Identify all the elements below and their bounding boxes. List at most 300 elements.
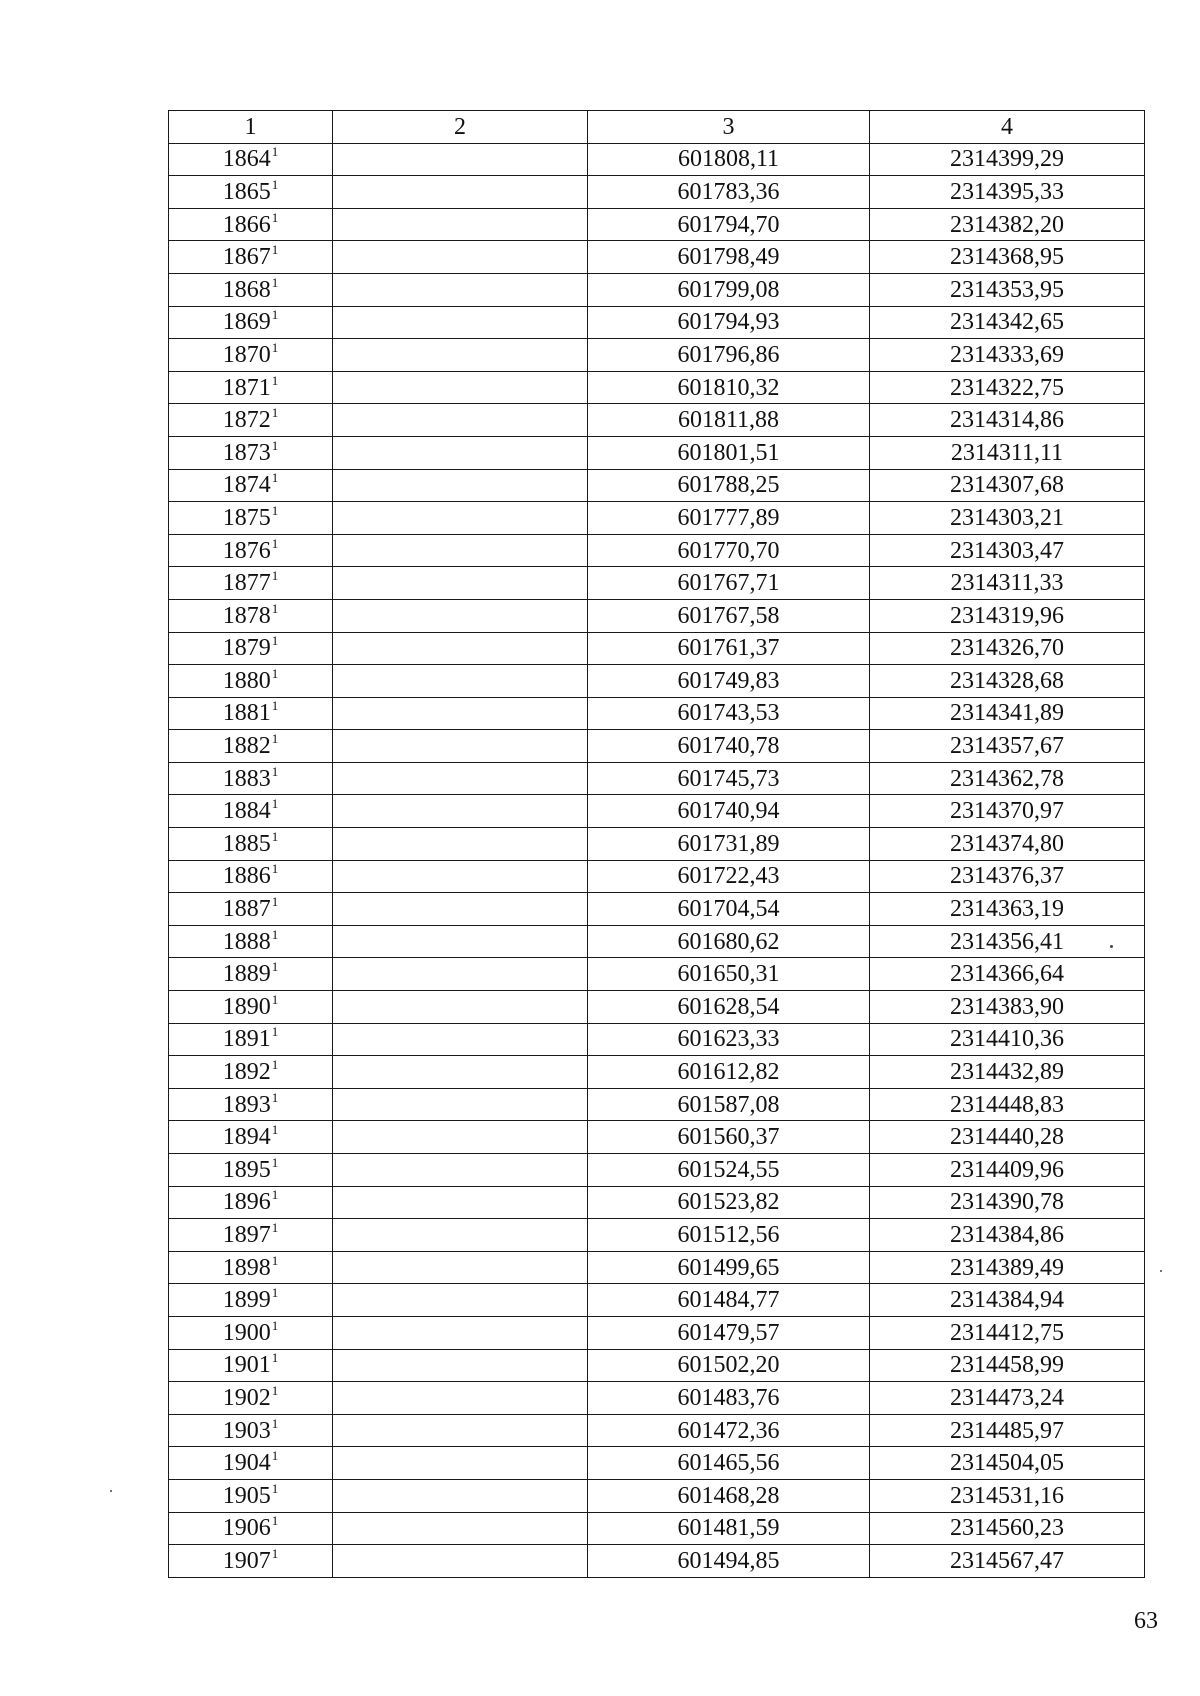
point-number: 1880 xyxy=(222,667,271,694)
y-coordinate-cell: 2314374,80 xyxy=(870,828,1145,861)
point-number: 1901 xyxy=(222,1352,271,1379)
table-row xyxy=(169,306,1145,339)
y-coordinate-cell: 2314458,99 xyxy=(870,1349,1145,1382)
point-superscript: 1 xyxy=(271,926,279,942)
name-cell xyxy=(333,958,588,991)
point-superscript: 1 xyxy=(271,796,279,812)
table-row xyxy=(169,469,1145,502)
point-number-cell xyxy=(169,469,333,502)
point-superscript: 1 xyxy=(271,1382,279,1398)
point-number: 1874 xyxy=(222,472,271,499)
x-coordinate-cell: 601810,32 xyxy=(588,371,870,404)
point-number-cell xyxy=(169,1316,333,1349)
point-number-cell xyxy=(169,502,333,535)
name-cell xyxy=(333,273,588,306)
table-row xyxy=(169,273,1145,306)
point-number: 1873 xyxy=(222,439,271,466)
y-coordinate-cell: 2314395,33 xyxy=(870,176,1145,209)
name-cell xyxy=(333,1088,588,1121)
point-number-cell xyxy=(169,208,333,241)
y-coordinate-cell: 2314311,11 xyxy=(870,436,1145,469)
header-col-2: 2 xyxy=(333,111,588,144)
y-coordinate-cell: 2314560,23 xyxy=(870,1512,1145,1545)
name-cell xyxy=(333,1479,588,1512)
name-cell xyxy=(333,925,588,958)
table-row xyxy=(169,1349,1145,1382)
header-col-4: 4 xyxy=(870,111,1145,144)
name-cell xyxy=(333,1284,588,1317)
name-cell xyxy=(333,371,588,404)
table-row xyxy=(169,371,1145,404)
point-superscript: 1 xyxy=(271,894,279,910)
y-coordinate-cell: 2314307,68 xyxy=(870,469,1145,502)
point-number-cell xyxy=(169,795,333,828)
x-coordinate-cell: 601465,56 xyxy=(588,1447,870,1480)
name-cell xyxy=(333,176,588,209)
name-cell xyxy=(333,1545,588,1578)
point-number-cell xyxy=(169,665,333,698)
table-row xyxy=(169,1186,1145,1219)
name-cell xyxy=(333,1056,588,1089)
table-row xyxy=(169,1382,1145,1415)
point-superscript: 1 xyxy=(271,1187,279,1203)
y-coordinate-cell: 2314356,41 xyxy=(870,925,1145,958)
point-number-cell xyxy=(169,1023,333,1056)
point-number: 1903 xyxy=(222,1417,271,1444)
point-number-cell xyxy=(169,1056,333,1089)
x-coordinate-cell: 601722,43 xyxy=(588,860,870,893)
point-superscript: 1 xyxy=(271,1122,279,1138)
y-coordinate-cell: 2314368,95 xyxy=(870,241,1145,274)
table-row xyxy=(169,176,1145,209)
point-superscript: 1 xyxy=(271,535,279,551)
point-superscript: 1 xyxy=(271,698,279,714)
x-coordinate-cell: 601799,08 xyxy=(588,273,870,306)
x-coordinate-cell: 601494,85 xyxy=(588,1545,870,1578)
name-cell xyxy=(333,436,588,469)
table-header-row xyxy=(169,111,1145,144)
point-number-cell xyxy=(169,1479,333,1512)
point-number: 1904 xyxy=(222,1450,271,1477)
table-row xyxy=(169,991,1145,1024)
point-number-cell xyxy=(169,567,333,600)
y-coordinate-cell: 2314440,28 xyxy=(870,1121,1145,1154)
point-number: 1902 xyxy=(222,1384,271,1411)
x-coordinate-cell: 601587,08 xyxy=(588,1088,870,1121)
point-number-cell xyxy=(169,762,333,795)
x-coordinate-cell: 601740,94 xyxy=(588,795,870,828)
y-coordinate-cell: 2314399,29 xyxy=(870,143,1145,176)
x-coordinate-cell: 601524,55 xyxy=(588,1154,870,1187)
x-coordinate-cell: 601502,20 xyxy=(588,1349,870,1382)
point-number-cell xyxy=(169,1219,333,1252)
point-number-cell xyxy=(169,697,333,730)
y-coordinate-cell: 2314384,94 xyxy=(870,1284,1145,1317)
x-coordinate-cell: 601623,33 xyxy=(588,1023,870,1056)
point-superscript: 1 xyxy=(271,307,279,323)
point-number: 1870 xyxy=(222,341,271,368)
point-number-cell xyxy=(169,371,333,404)
name-cell xyxy=(333,991,588,1024)
table-row xyxy=(169,925,1145,958)
point-number-cell xyxy=(169,893,333,926)
y-coordinate-cell: 2314531,16 xyxy=(870,1479,1145,1512)
point-superscript: 1 xyxy=(271,470,279,486)
name-cell xyxy=(333,1023,588,1056)
point-superscript: 1 xyxy=(271,274,279,290)
point-number-cell xyxy=(169,599,333,632)
name-cell xyxy=(333,632,588,665)
name-cell xyxy=(333,1447,588,1480)
point-number: 1884 xyxy=(222,798,271,825)
x-coordinate-cell: 601472,36 xyxy=(588,1414,870,1447)
table-row xyxy=(169,567,1145,600)
point-number: 1868 xyxy=(222,276,271,303)
table-row xyxy=(169,1154,1145,1187)
point-number-cell xyxy=(169,860,333,893)
name-cell xyxy=(333,665,588,698)
y-coordinate-cell: 2314303,47 xyxy=(870,534,1145,567)
point-number-cell xyxy=(169,1121,333,1154)
table-row xyxy=(169,1545,1145,1578)
point-number: 1872 xyxy=(222,407,271,434)
name-cell xyxy=(333,828,588,861)
y-coordinate-cell: 2314383,90 xyxy=(870,991,1145,1024)
x-coordinate-cell: 601743,53 xyxy=(588,697,870,730)
name-cell xyxy=(333,1219,588,1252)
x-coordinate-cell: 601796,86 xyxy=(588,339,870,372)
table-row xyxy=(169,1056,1145,1089)
y-coordinate-cell: 2314342,65 xyxy=(870,306,1145,339)
name-cell xyxy=(333,306,588,339)
table-row xyxy=(169,1447,1145,1480)
table-row xyxy=(169,1316,1145,1349)
point-number-cell xyxy=(169,958,333,991)
point-number-cell xyxy=(169,1251,333,1284)
table-row xyxy=(169,143,1145,176)
point-number-cell xyxy=(169,730,333,763)
point-number-cell xyxy=(169,1447,333,1480)
y-coordinate-cell: 2314389,49 xyxy=(870,1251,1145,1284)
table-row xyxy=(169,208,1145,241)
y-coordinate-cell: 2314366,64 xyxy=(870,958,1145,991)
x-coordinate-cell: 601481,59 xyxy=(588,1512,870,1545)
point-superscript: 1 xyxy=(271,1089,279,1105)
table-row xyxy=(169,958,1145,991)
point-number: 1905 xyxy=(222,1482,271,1509)
y-coordinate-cell: 2314473,24 xyxy=(870,1382,1145,1415)
y-coordinate-cell: 2314370,97 xyxy=(870,795,1145,828)
y-coordinate-cell: 2314409,96 xyxy=(870,1154,1145,1187)
table-body xyxy=(169,143,1145,1577)
name-cell xyxy=(333,599,588,632)
y-coordinate-cell: 2314412,75 xyxy=(870,1316,1145,1349)
point-superscript: 1 xyxy=(271,1448,279,1464)
x-coordinate-cell: 601794,93 xyxy=(588,306,870,339)
name-cell xyxy=(333,795,588,828)
point-number-cell xyxy=(169,828,333,861)
x-coordinate-cell: 601761,37 xyxy=(588,632,870,665)
x-coordinate-cell: 601483,76 xyxy=(588,1382,870,1415)
point-number: 1878 xyxy=(222,602,271,629)
point-superscript: 1 xyxy=(271,633,279,649)
name-cell xyxy=(333,1154,588,1187)
point-number: 1888 xyxy=(222,928,271,955)
point-superscript: 1 xyxy=(271,144,279,160)
x-coordinate-cell: 601468,28 xyxy=(588,1479,870,1512)
point-number-cell xyxy=(169,436,333,469)
table-row xyxy=(169,893,1145,926)
y-coordinate-cell: 2314432,89 xyxy=(870,1056,1145,1089)
point-number-cell xyxy=(169,1088,333,1121)
x-coordinate-cell: 601794,70 xyxy=(588,208,870,241)
point-number: 1893 xyxy=(222,1091,271,1118)
point-superscript: 1 xyxy=(271,959,279,975)
point-superscript: 1 xyxy=(271,1350,279,1366)
table-row xyxy=(169,1088,1145,1121)
table-row xyxy=(169,632,1145,665)
x-coordinate-cell: 601808,11 xyxy=(588,143,870,176)
point-number: 1876 xyxy=(222,537,271,564)
scan-speck xyxy=(110,1490,112,1492)
name-cell xyxy=(333,469,588,502)
name-cell xyxy=(333,567,588,600)
point-superscript: 1 xyxy=(271,1480,279,1496)
y-coordinate-cell: 2314376,37 xyxy=(870,860,1145,893)
x-coordinate-cell: 601767,58 xyxy=(588,599,870,632)
y-coordinate-cell: 2314314,86 xyxy=(870,404,1145,437)
y-coordinate-cell: 2314326,70 xyxy=(870,632,1145,665)
point-number: 1899 xyxy=(222,1287,271,1314)
x-coordinate-cell: 601767,71 xyxy=(588,567,870,600)
point-superscript: 1 xyxy=(271,828,279,844)
y-coordinate-cell: 2314303,21 xyxy=(870,502,1145,535)
x-coordinate-cell: 601628,54 xyxy=(588,991,870,1024)
y-coordinate-cell: 2314328,68 xyxy=(870,665,1145,698)
x-coordinate-cell: 601484,77 xyxy=(588,1284,870,1317)
y-coordinate-cell: 2314390,78 xyxy=(870,1186,1145,1219)
point-number-cell xyxy=(169,1382,333,1415)
point-number: 1906 xyxy=(222,1515,271,1542)
point-number: 1875 xyxy=(222,504,271,531)
x-coordinate-cell: 601512,56 xyxy=(588,1219,870,1252)
x-coordinate-cell: 601479,57 xyxy=(588,1316,870,1349)
table-row xyxy=(169,1219,1145,1252)
y-coordinate-cell: 2314485,97 xyxy=(870,1414,1145,1447)
header-col-1: 1 xyxy=(169,111,333,144)
header-col-3: 3 xyxy=(588,111,870,144)
x-coordinate-cell: 601770,70 xyxy=(588,534,870,567)
point-superscript: 1 xyxy=(271,1154,279,1170)
table-row xyxy=(169,599,1145,632)
point-number-cell xyxy=(169,925,333,958)
table-row xyxy=(169,665,1145,698)
point-superscript: 1 xyxy=(271,1219,279,1235)
point-number-cell xyxy=(169,176,333,209)
name-cell xyxy=(333,762,588,795)
point-number-cell xyxy=(169,632,333,665)
y-coordinate-cell: 2314357,67 xyxy=(870,730,1145,763)
point-superscript: 1 xyxy=(271,1057,279,1073)
table-row xyxy=(169,241,1145,274)
x-coordinate-cell: 601704,54 xyxy=(588,893,870,926)
table-row xyxy=(169,795,1145,828)
y-coordinate-cell: 2314341,89 xyxy=(870,697,1145,730)
x-coordinate-cell: 601783,36 xyxy=(588,176,870,209)
table-row xyxy=(169,762,1145,795)
point-superscript: 1 xyxy=(271,1252,279,1268)
point-number: 1885 xyxy=(222,830,271,857)
table-row xyxy=(169,339,1145,372)
name-cell xyxy=(333,1186,588,1219)
point-number: 1865 xyxy=(222,178,271,205)
point-number-cell xyxy=(169,143,333,176)
scan-speck xyxy=(1110,945,1113,948)
name-cell xyxy=(333,860,588,893)
table-row xyxy=(169,1121,1145,1154)
point-number: 1886 xyxy=(222,863,271,890)
y-coordinate-cell: 2314410,36 xyxy=(870,1023,1145,1056)
point-number: 1892 xyxy=(222,1059,271,1086)
point-number: 1866 xyxy=(222,211,271,238)
y-coordinate-cell: 2314384,86 xyxy=(870,1219,1145,1252)
point-superscript: 1 xyxy=(271,502,279,518)
table-row xyxy=(169,697,1145,730)
point-number: 1864 xyxy=(222,146,271,173)
point-superscript: 1 xyxy=(271,176,279,192)
point-number-cell xyxy=(169,404,333,437)
point-number: 1898 xyxy=(222,1254,271,1281)
x-coordinate-cell: 601731,89 xyxy=(588,828,870,861)
point-number-cell xyxy=(169,1186,333,1219)
name-cell xyxy=(333,697,588,730)
y-coordinate-cell: 2314353,95 xyxy=(870,273,1145,306)
name-cell xyxy=(333,1382,588,1415)
y-coordinate-cell: 2314311,33 xyxy=(870,567,1145,600)
table-row xyxy=(169,1512,1145,1545)
point-number: 1897 xyxy=(222,1221,271,1248)
x-coordinate-cell: 601749,83 xyxy=(588,665,870,698)
point-superscript: 1 xyxy=(271,372,279,388)
point-superscript: 1 xyxy=(271,991,279,1007)
y-coordinate-cell: 2314567,47 xyxy=(870,1545,1145,1578)
point-number: 1891 xyxy=(222,1026,271,1053)
point-superscript: 1 xyxy=(271,1513,279,1529)
y-coordinate-cell: 2314363,19 xyxy=(870,893,1145,926)
point-number: 1867 xyxy=(222,244,271,271)
name-cell xyxy=(333,1349,588,1382)
point-number: 1882 xyxy=(222,733,271,760)
name-cell xyxy=(333,143,588,176)
table-row xyxy=(169,1414,1145,1447)
point-number: 1883 xyxy=(222,765,271,792)
y-coordinate-cell: 2314319,96 xyxy=(870,599,1145,632)
x-coordinate-cell: 601650,31 xyxy=(588,958,870,991)
x-coordinate-cell: 601801,51 xyxy=(588,436,870,469)
point-number: 1881 xyxy=(222,700,271,727)
point-number-cell xyxy=(169,534,333,567)
name-cell xyxy=(333,893,588,926)
name-cell xyxy=(333,1251,588,1284)
coordinates-table xyxy=(168,110,1145,1578)
point-number-cell xyxy=(169,1284,333,1317)
point-superscript: 1 xyxy=(271,763,279,779)
name-cell xyxy=(333,339,588,372)
table-row xyxy=(169,404,1145,437)
name-cell xyxy=(333,1414,588,1447)
y-coordinate-cell: 2314382,20 xyxy=(870,208,1145,241)
x-coordinate-cell: 601612,82 xyxy=(588,1056,870,1089)
y-coordinate-cell: 2314362,78 xyxy=(870,762,1145,795)
x-coordinate-cell: 601798,49 xyxy=(588,241,870,274)
point-number-cell xyxy=(169,1545,333,1578)
point-number: 1879 xyxy=(222,635,271,662)
point-superscript: 1 xyxy=(271,209,279,225)
table-row xyxy=(169,1284,1145,1317)
point-number: 1889 xyxy=(222,961,271,988)
point-number: 1900 xyxy=(222,1319,271,1346)
point-number: 1894 xyxy=(222,1124,271,1151)
name-cell xyxy=(333,1121,588,1154)
point-superscript: 1 xyxy=(271,665,279,681)
point-number: 1871 xyxy=(222,374,271,401)
name-cell xyxy=(333,1512,588,1545)
point-number-cell xyxy=(169,241,333,274)
point-number-cell xyxy=(169,306,333,339)
point-superscript: 1 xyxy=(271,242,279,258)
point-number-cell xyxy=(169,339,333,372)
y-coordinate-cell: 2314448,83 xyxy=(870,1088,1145,1121)
y-coordinate-cell: 2314333,69 xyxy=(870,339,1145,372)
point-number: 1877 xyxy=(222,570,271,597)
point-number: 1869 xyxy=(222,309,271,336)
point-superscript: 1 xyxy=(271,1545,279,1561)
point-superscript: 1 xyxy=(271,437,279,453)
table-row xyxy=(169,730,1145,763)
x-coordinate-cell: 601788,25 xyxy=(588,469,870,502)
point-superscript: 1 xyxy=(271,405,279,421)
point-number: 1890 xyxy=(222,993,271,1020)
point-superscript: 1 xyxy=(271,1024,279,1040)
x-coordinate-cell: 601745,73 xyxy=(588,762,870,795)
x-coordinate-cell: 601811,88 xyxy=(588,404,870,437)
point-number: 1887 xyxy=(222,896,271,923)
point-number: 1907 xyxy=(222,1547,271,1574)
point-superscript: 1 xyxy=(271,731,279,747)
table-row xyxy=(169,828,1145,861)
name-cell xyxy=(333,208,588,241)
point-superscript: 1 xyxy=(271,568,279,584)
name-cell xyxy=(333,502,588,535)
table-row xyxy=(169,1251,1145,1284)
scan-speck xyxy=(1160,1270,1162,1272)
point-number-cell xyxy=(169,1512,333,1545)
x-coordinate-cell: 601740,78 xyxy=(588,730,870,763)
point-number-cell xyxy=(169,1349,333,1382)
name-cell xyxy=(333,730,588,763)
x-coordinate-cell: 601777,89 xyxy=(588,502,870,535)
point-superscript: 1 xyxy=(271,1317,279,1333)
table-row xyxy=(169,502,1145,535)
point-number: 1895 xyxy=(222,1156,271,1183)
x-coordinate-cell: 601523,82 xyxy=(588,1186,870,1219)
point-superscript: 1 xyxy=(271,1285,279,1301)
table-row xyxy=(169,1023,1145,1056)
x-coordinate-cell: 601499,65 xyxy=(588,1251,870,1284)
point-number: 1896 xyxy=(222,1189,271,1216)
point-superscript: 1 xyxy=(271,600,279,616)
point-number-cell xyxy=(169,273,333,306)
